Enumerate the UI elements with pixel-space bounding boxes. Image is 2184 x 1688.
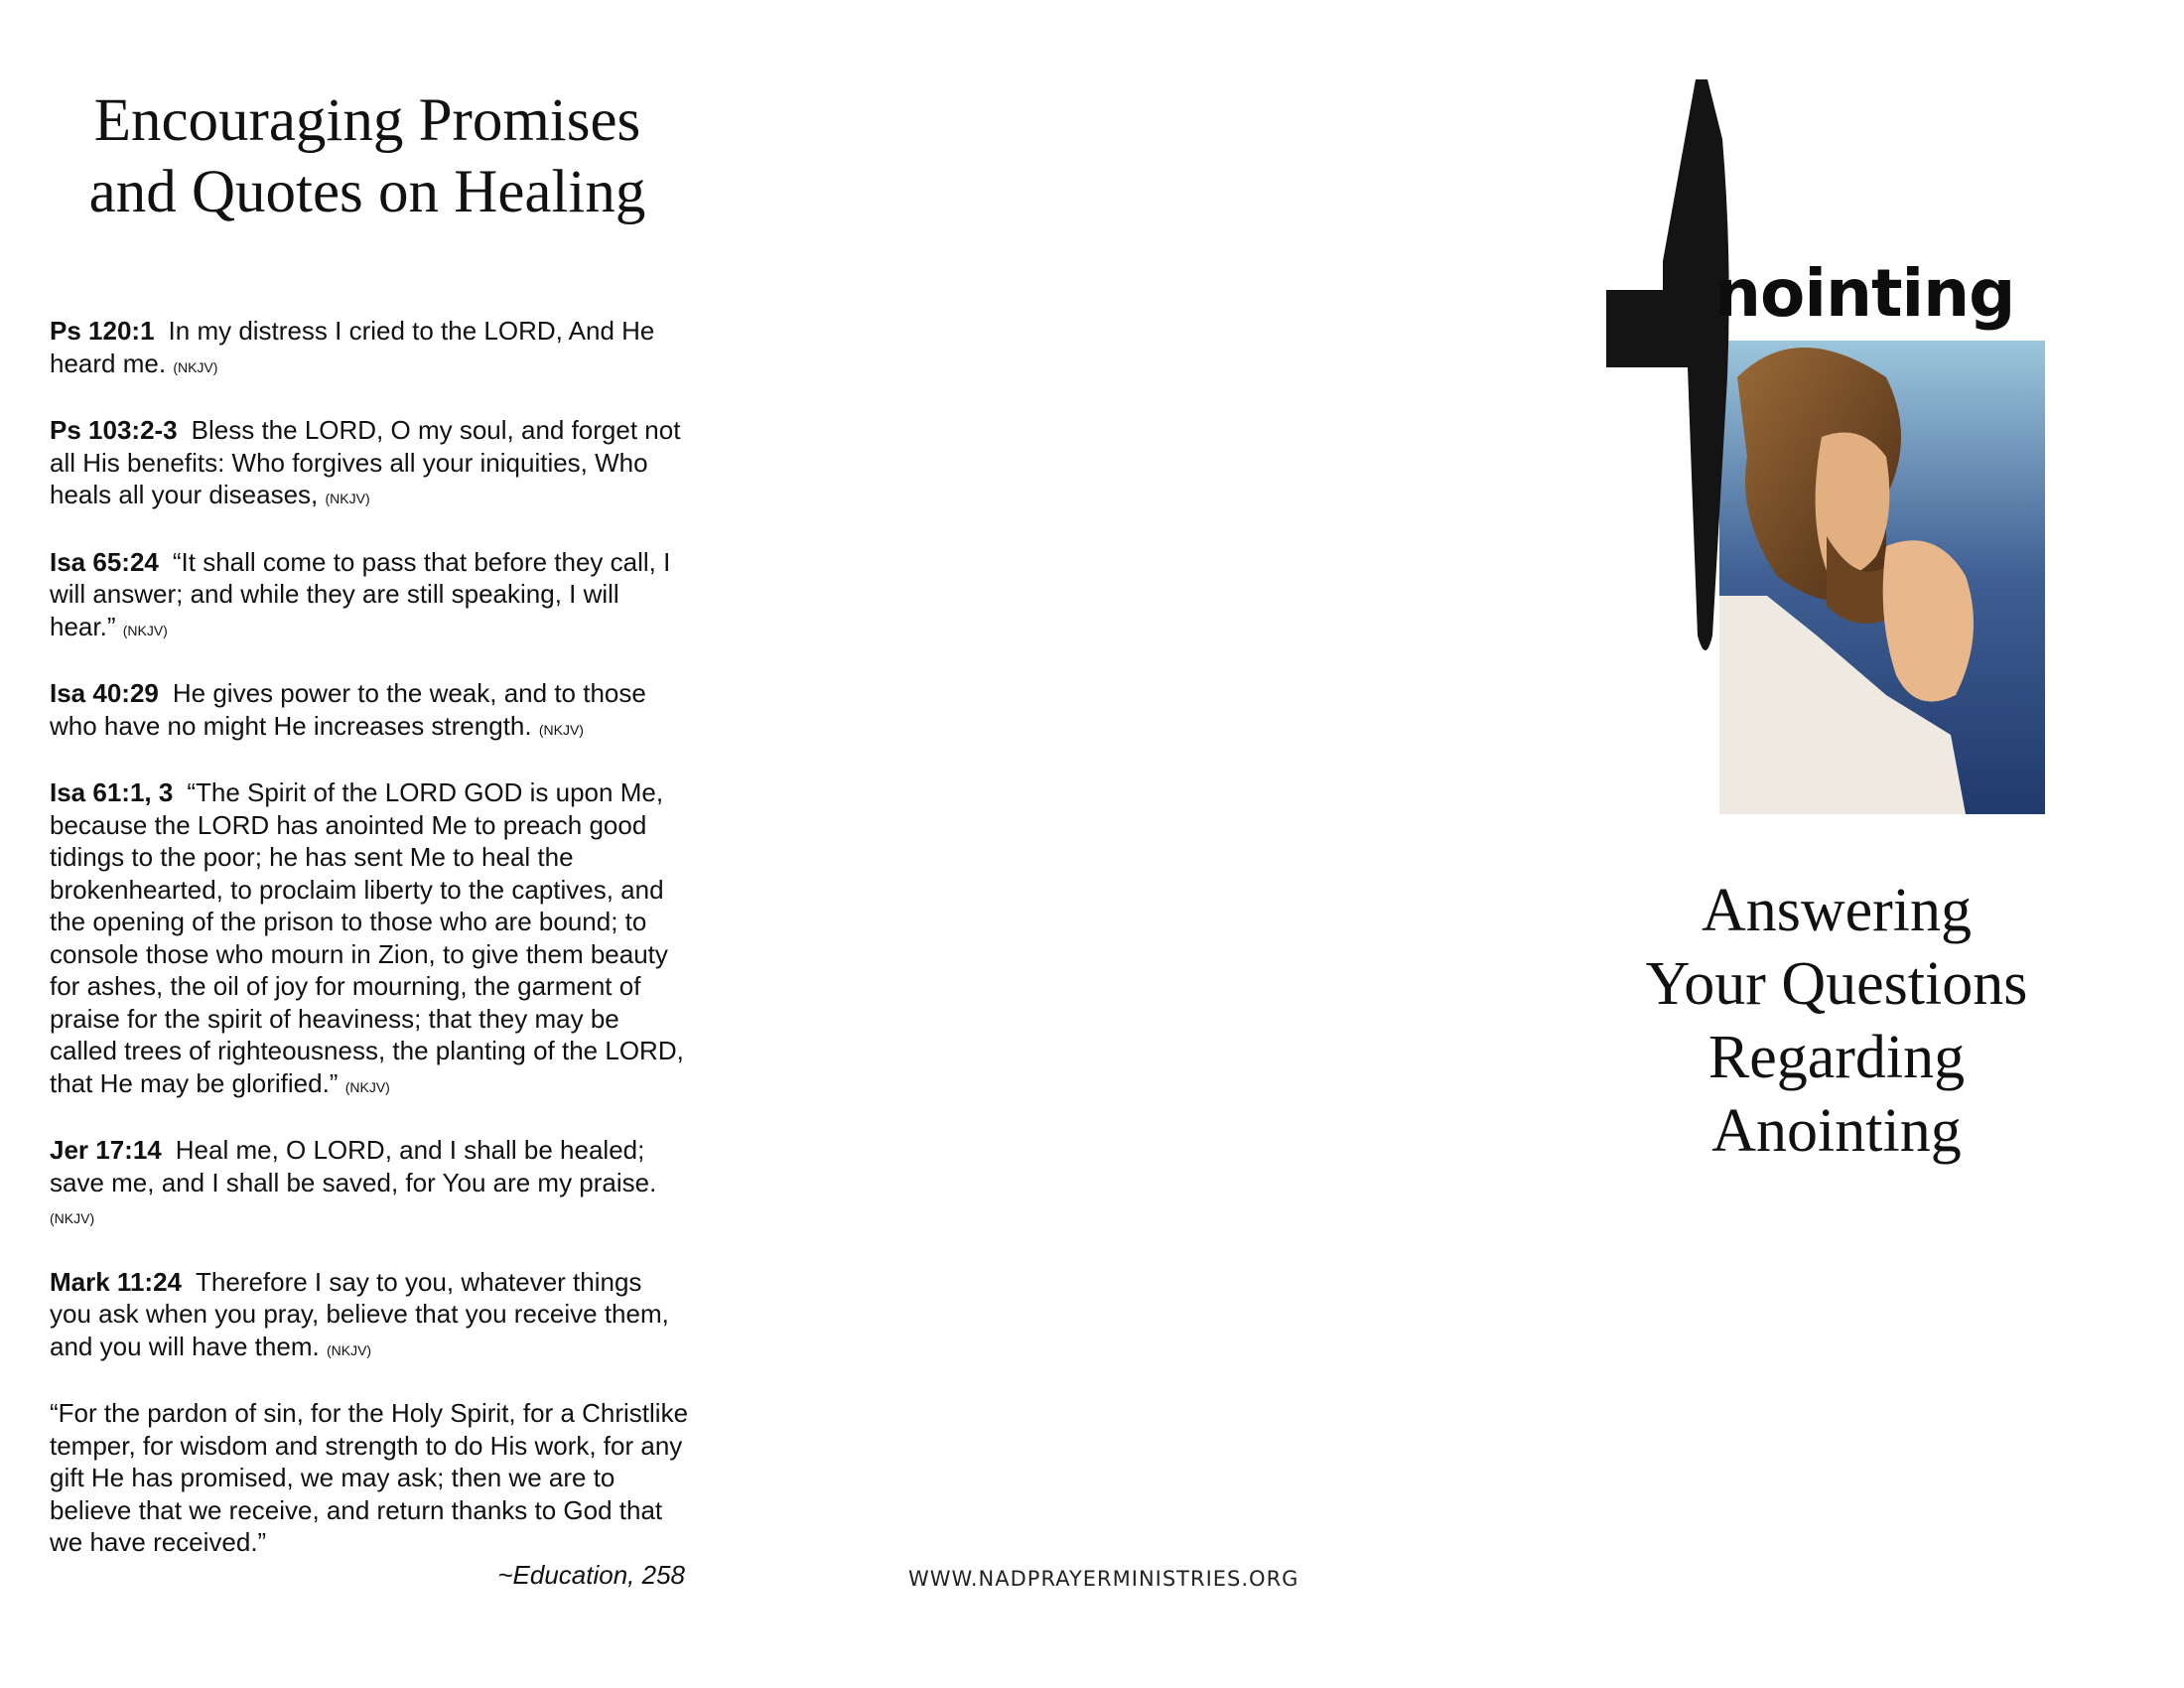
website-url: WWW.NADPRAYERMINISTRIES.ORG <box>908 1567 1299 1591</box>
verse-item <box>50 546 690 647</box>
left-panel <box>50 0 695 1688</box>
cover-word-anointing: nointing <box>1714 255 2015 332</box>
verse-version: (NKJV) <box>325 491 370 506</box>
right-title-line-4: Anointing <box>1711 1097 1962 1165</box>
ellen-white-quote <box>50 1397 690 1591</box>
verse-reference: Ps 103:2-3 <box>50 415 178 445</box>
verse-reference: Isa 40:29 <box>50 678 159 708</box>
verse-item <box>50 1266 690 1367</box>
verse-version: (NKJV) <box>173 358 218 375</box>
verse-item <box>50 414 690 515</box>
right-title-line-2: Your Questions <box>1645 950 2028 1018</box>
verse-reference: Jer 17:14 <box>50 1135 162 1165</box>
verse-list <box>50 315 690 1591</box>
verse-text: He gives power to the weak, and to those who have no might He increases strength. <box>50 678 646 741</box>
verse-item <box>50 776 690 1103</box>
verse-item <box>50 315 690 383</box>
left-panel-title <box>50 85 685 228</box>
right-panel-title <box>1578 874 2095 1168</box>
verse-text: “The Spirit of the LORD GOD is upon Me, because the LORD has anointed Me to preach good tidings to the poor; he has sent Me to heal the brokenhearted, to proclaim liberty to the captives, and the opening of the prison to those who are bound; to console those who mourn in Zion, to give them beauty for ashes, the oil of joy for mourning, the garment of praise for the spirit of heaviness; that they may be called trees of righteousness, the planting of the LORD, that He may be glorified.” <box>50 777 684 1098</box>
verse-reference: Isa 65:24 <box>50 546 159 577</box>
right-title-line-3: Regarding <box>1707 1024 1966 1091</box>
verse-text: In my distress I cried to the LORD, And He heard me. <box>50 316 655 378</box>
verse-version: (NKJV) <box>344 1078 390 1095</box>
right-title-line-1: Answering <box>1701 877 1973 944</box>
verse-item <box>50 677 690 746</box>
verse-version: (NKJV) <box>538 721 584 738</box>
verse-text: Heal me, O LORD, and I shall be healed; save me, and I shall be saved, for You are my praise. <box>50 1135 657 1197</box>
verse-version: (NKJV) <box>326 1341 372 1358</box>
praying-figure-image <box>1588 79 2055 834</box>
verse-reference: Mark 11:24 <box>50 1266 182 1297</box>
verse-version: (NKJV) <box>50 1210 95 1226</box>
verse-text: “It shall come to pass that before they call, I will answer; and while they are still speaking, I will hear.” <box>50 546 671 641</box>
verse-version: (NKJV) <box>122 622 168 638</box>
cover-artwork <box>1588 79 2055 834</box>
verse-reference: Ps 120:1 <box>50 316 155 346</box>
left-title-line-1: Encouraging Promises <box>93 87 641 154</box>
verse-item <box>50 1134 690 1235</box>
quote-source: ~Education, 258 <box>497 1559 685 1590</box>
verse-reference: Isa 61:1, 3 <box>50 777 174 807</box>
verse-text: Therefore I say to you, whatever things you ask when you pray, believe that you receive them, and you will have them. <box>50 1266 669 1361</box>
verse-text: Bless the LORD, O my soul, and forget not all His benefits: Who forgives all your iniquities, Who heals all your diseases, <box>50 415 681 509</box>
quote-text: “For the pardon of sin, for the Holy Spirit, for a Christlike temper, for wisdom and strength to do His work, for any gift He has promised, we may ask; then we are to believe that we receive, and return thanks to God that we have received.” <box>50 1398 689 1557</box>
left-title-line-2: and Quotes on Healing <box>88 159 646 225</box>
